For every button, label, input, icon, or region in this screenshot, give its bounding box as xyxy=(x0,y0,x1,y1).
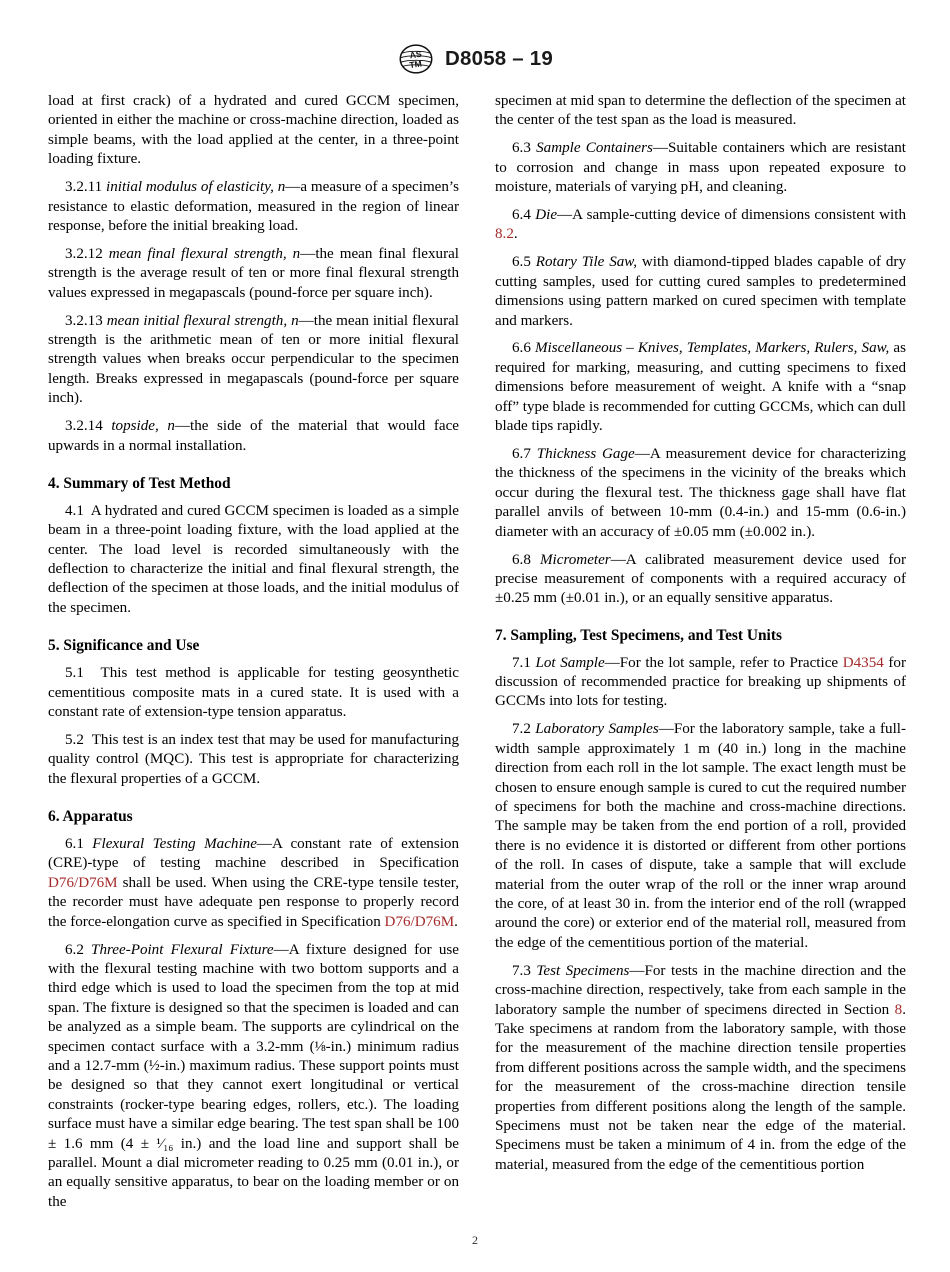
svg-text:AS: AS xyxy=(408,48,423,61)
fraction-one-eighth: ⅛ xyxy=(314,1038,326,1055)
defined-term: Rotary Tile Saw, xyxy=(535,254,638,271)
page-header xyxy=(0,44,950,74)
reference-link-d4354[interactable]: D4354 xyxy=(842,654,884,671)
clause-number: 6.7 xyxy=(512,446,531,462)
reference-link-d76-d76m[interactable]: D76/D76M xyxy=(48,874,118,891)
paragraph-7-3 xyxy=(495,962,906,1175)
paragraph-6-7 xyxy=(495,445,906,542)
clause-number: 6.5 xyxy=(512,254,531,271)
clause-text: . xyxy=(454,913,458,930)
defined-term: Thickness Gage xyxy=(536,446,635,462)
svg-text:TM: TM xyxy=(408,58,423,71)
paragraph-6-3 xyxy=(495,139,906,197)
defined-term: Lot Sample xyxy=(535,654,605,671)
section-heading-4: 4. Summary of Test Method xyxy=(48,474,231,492)
reference-link-8-2[interactable]: 8.2 xyxy=(495,226,514,243)
clause-text: with diamond-tipped blades capable of dry cutting samples, used for cutting cured samples to predetermined dimensions using pattern marked on cured specimen with template and markers. xyxy=(495,254,906,329)
clause-text: —Suitable containers which are resistant to corrosion and change in mass upon repeated exposure to moisture, materials of varying pH, and cleaning. xyxy=(495,140,907,196)
defined-term: Flexural Testing Machine xyxy=(92,836,257,852)
clause-text: —A fixture designed for use with the flexural testing machine with two bottom supports and a third edge which is used to load the specimen from the top at mid span. The fixture is designed so that the specimen is loaded and can be analyzed as a simple beam. The supports are cylindrical on the specimen contact surface with a 3.2-mm ( xyxy=(48,941,459,1055)
clause-number: 4.1 xyxy=(65,502,84,519)
defined-term: Test Specimens xyxy=(536,962,630,979)
defined-term: Miscellaneous – Knives, Templates, Markers, Rulers, Saw, xyxy=(534,340,890,357)
paragraph-4-1 xyxy=(48,502,459,618)
clause-number: 5.2 xyxy=(65,731,84,748)
defined-term: Laboratory Samples xyxy=(535,721,659,738)
fraction-one-sixteenth: ¹⁄₁₆ xyxy=(156,1135,174,1152)
clause-number: 5.1 xyxy=(65,665,84,682)
defined-term: mean initial flexural strength, n xyxy=(106,312,299,329)
section-heading-6: 6. Apparatus xyxy=(48,808,133,826)
clause-text: —A measurement device for characterizing the thickness of the specimens in the vicinity of the breaks which occur during the flexural test. The thickness gage shall have flat parallel anvils of between 10-mm (0.4-in.) and 15-mm (0.6-in.) diameter with an accuracy of ±0.05 mm (±0.002 in.). xyxy=(495,446,906,540)
clause-number: 6.8 xyxy=(512,551,531,568)
defined-term: Die xyxy=(535,207,558,224)
reference-link-d76-d76m[interactable]: D76/D76M xyxy=(384,913,455,930)
clause-number: 6.1 xyxy=(65,836,84,852)
defined-term: initial modulus of elasticity, n xyxy=(106,179,286,196)
defined-term: Sample Containers xyxy=(536,140,653,157)
section-heading-7: 7. Sampling, Test Specimens, and Test Units xyxy=(495,626,782,644)
clause-text: —the mean final flexural strength is the average result of ten or more final flexural strength values expressed in megapascals (pound-force per square inch). xyxy=(48,245,459,301)
clause-text: -in.) maximum radius. These support points must be designed so that they cannot exert longitudinal or vertical constraints (rocker-type bearing edges, rollers, etc.). The loading surface must have a similar edge bearing. The test span shall be 100 ± 1.6 mm (4 ± xyxy=(48,1057,459,1152)
clause-number: 3.2.14 xyxy=(65,418,103,435)
clause-text: This test is an index test that may be used for manufacturing quality control (MQC). This test is appropriate for characterizing the flexural properties of a GCCM. xyxy=(48,731,459,787)
defined-term: mean final flexural strength, n xyxy=(108,245,301,262)
paragraph-6-6 xyxy=(495,339,906,436)
paragraph-6-2 xyxy=(48,941,459,1213)
paragraph-6-1 xyxy=(48,835,459,932)
clause-text: —the side of the material that would face upwards in a normal installation. xyxy=(48,418,459,454)
clause-text: —A constant rate of extension (CRE)-type of testing machine described in Specification xyxy=(48,836,460,872)
two-column-body xyxy=(48,92,906,1212)
paragraph-6-4 xyxy=(495,206,906,245)
astm-logo-icon xyxy=(397,44,435,74)
clause-text: —For the lot sample, refer to Practice xyxy=(604,654,843,671)
paragraph-3-2-14 xyxy=(48,417,459,456)
clause-text: —A sample-cutting device of dimensions consistent with xyxy=(557,207,906,224)
fraction-one-half: ½ xyxy=(148,1057,160,1074)
clause-text: shall be used. When using the CRE-type tensile tester, the recorder must have adequate pen response to properly record the force-elongation curve as specified in Specification xyxy=(48,874,459,930)
paragraph-6-5 xyxy=(495,253,906,331)
paragraph-7-1 xyxy=(495,654,906,712)
clause-number: 6.3 xyxy=(512,140,531,157)
clause-number: 7.3 xyxy=(512,962,531,979)
page-number: 2 xyxy=(472,1233,478,1247)
clause-number: 6.4 xyxy=(512,207,531,224)
clause-text: —For the laboratory sample, take a full-width sample approximately 1 m (40 in.) long in the machine direction from each roll in the lot sample. The exact length must be chosen to ensure enough sample is cured to cut the required number of specimens for both the machine and cross-machine directions. The sample may be taken from the end portion of a roll, provided there is no evidence it is distorted or different from other portions of the roll. In cases of dispute, take a sample that will exclude material from the outer wrap of the roll or the inner wrap around the core, of at least 30 in. from the interior end of the roll (wrapped around the core) or exterior end of the material roll, measured from the edge of the cementitious portion of the material. xyxy=(495,721,906,951)
right-column xyxy=(495,92,906,1212)
clause-text: -in.) minimum radius and a 12.7-mm ( xyxy=(48,1038,459,1074)
clause-text: in.) and the load line and support shall be parallel. Mount a dial micrometer reading to 0.25 mm (0.01 in.), or an equally sensitive apparatus, to bear on the loading member or on the xyxy=(48,1135,460,1210)
paragraph-continued: specimen at mid span to determine the deflection of the specimen at the center of the test span as the load is measured. xyxy=(495,93,906,129)
section-heading-5: 5. Significance and Use xyxy=(48,637,200,655)
page-footer xyxy=(0,1233,950,1248)
clause-number: 3.2.11 xyxy=(65,179,103,196)
defined-term: topside, n xyxy=(111,418,175,435)
clause-text: —a measure of a specimen’s resistance to elastic deformation, measured in the region of linear response, before the initial breaking load. xyxy=(48,179,459,234)
paragraph-5-1 xyxy=(48,664,459,722)
clause-text: . xyxy=(513,226,518,243)
standard-designation: D8058 – 19 xyxy=(444,47,553,70)
paragraph-3-2-13 xyxy=(48,312,459,409)
clause-number: 6.6 xyxy=(512,340,531,357)
clause-text: —A calibrated measurement device used for precise measurement of components with a required accuracy of ±0.25 mm (±0.01 in.), or an equally sensitive apparatus. xyxy=(495,551,906,607)
paragraph-3-2-12 xyxy=(48,245,459,303)
clause-text: —the mean initial flexural strength is the arithmetic mean of ten or more initial flexural strength values when breaks occur perpendicular to the specimen length. Breaks expressed in megapascals (pound-force per square inch). xyxy=(48,312,460,407)
clause-text: . Take specimens at random from the laboratory sample, with those for the measurement of the machine direction tensile properties from different positions across the sample width, and the specimens for the measurement of the cross-machine direction tensile properties from different positions along the length of the sample. Specimens must not be taken near the edge of the material. Specimens must be taken a minimum of 4 in. from the edge of the material, measured from the edge of the cementitious portion xyxy=(495,1001,906,1173)
paragraph-6-8 xyxy=(495,551,906,609)
clause-text: as required for marking, measuring, and cutting specimens to fixed dimensions before measurement of weight. A knife with a “snap off” type blade is recommended for cutting GCCMs, which can dull blade tips rapidly. xyxy=(495,340,906,435)
clause-number: 6.2 xyxy=(65,941,84,958)
paragraph-7-2 xyxy=(495,720,906,953)
clause-text: A hydrated and cured GCCM specimen is loaded as a simple beam in a three-point loading fixture, with the load applied at the center. The load level is recorded simultaneously with the deflection to characterize the initial and final flexural strength, the deflection of the specimen at those loads, and the initial modulus of the specimen. xyxy=(48,502,459,616)
paragraph-5-2 xyxy=(48,731,459,789)
clause-number: 7.2 xyxy=(512,721,531,738)
defined-term: Micrometer xyxy=(539,551,611,568)
paragraph-3-2-11 xyxy=(48,178,459,236)
clause-text: —For tests in the machine direction and the cross-machine direction, respectively, take from each sample in the laboratory sample the number of specimens directed in Section xyxy=(495,962,907,1018)
clause-text: for discussion of recommended practice for breaking up shipments of GCCMs into lots for testing. xyxy=(495,654,907,710)
paragraph-continued: load at first crack) of a hydrated and cured GCCM specimen, oriented in either the machine or cross-machine direction, loaded as simple beams, with the load applied at the center, in a three-point loading fixture. xyxy=(48,93,459,168)
clause-number: 3.2.13 xyxy=(65,312,103,329)
clause-number: 7.1 xyxy=(512,654,531,671)
left-column xyxy=(48,92,459,1212)
defined-term: Three-Point Flexural Fixture xyxy=(91,941,274,958)
clause-text: This test method is applicable for testing geosynthetic cementitious composite mats in a cured state. It is used with a constant rate of extension-type tension apparatus. xyxy=(48,665,459,720)
clause-number: 3.2.12 xyxy=(65,245,103,262)
reference-link-section-8[interactable]: 8 xyxy=(894,1001,903,1018)
